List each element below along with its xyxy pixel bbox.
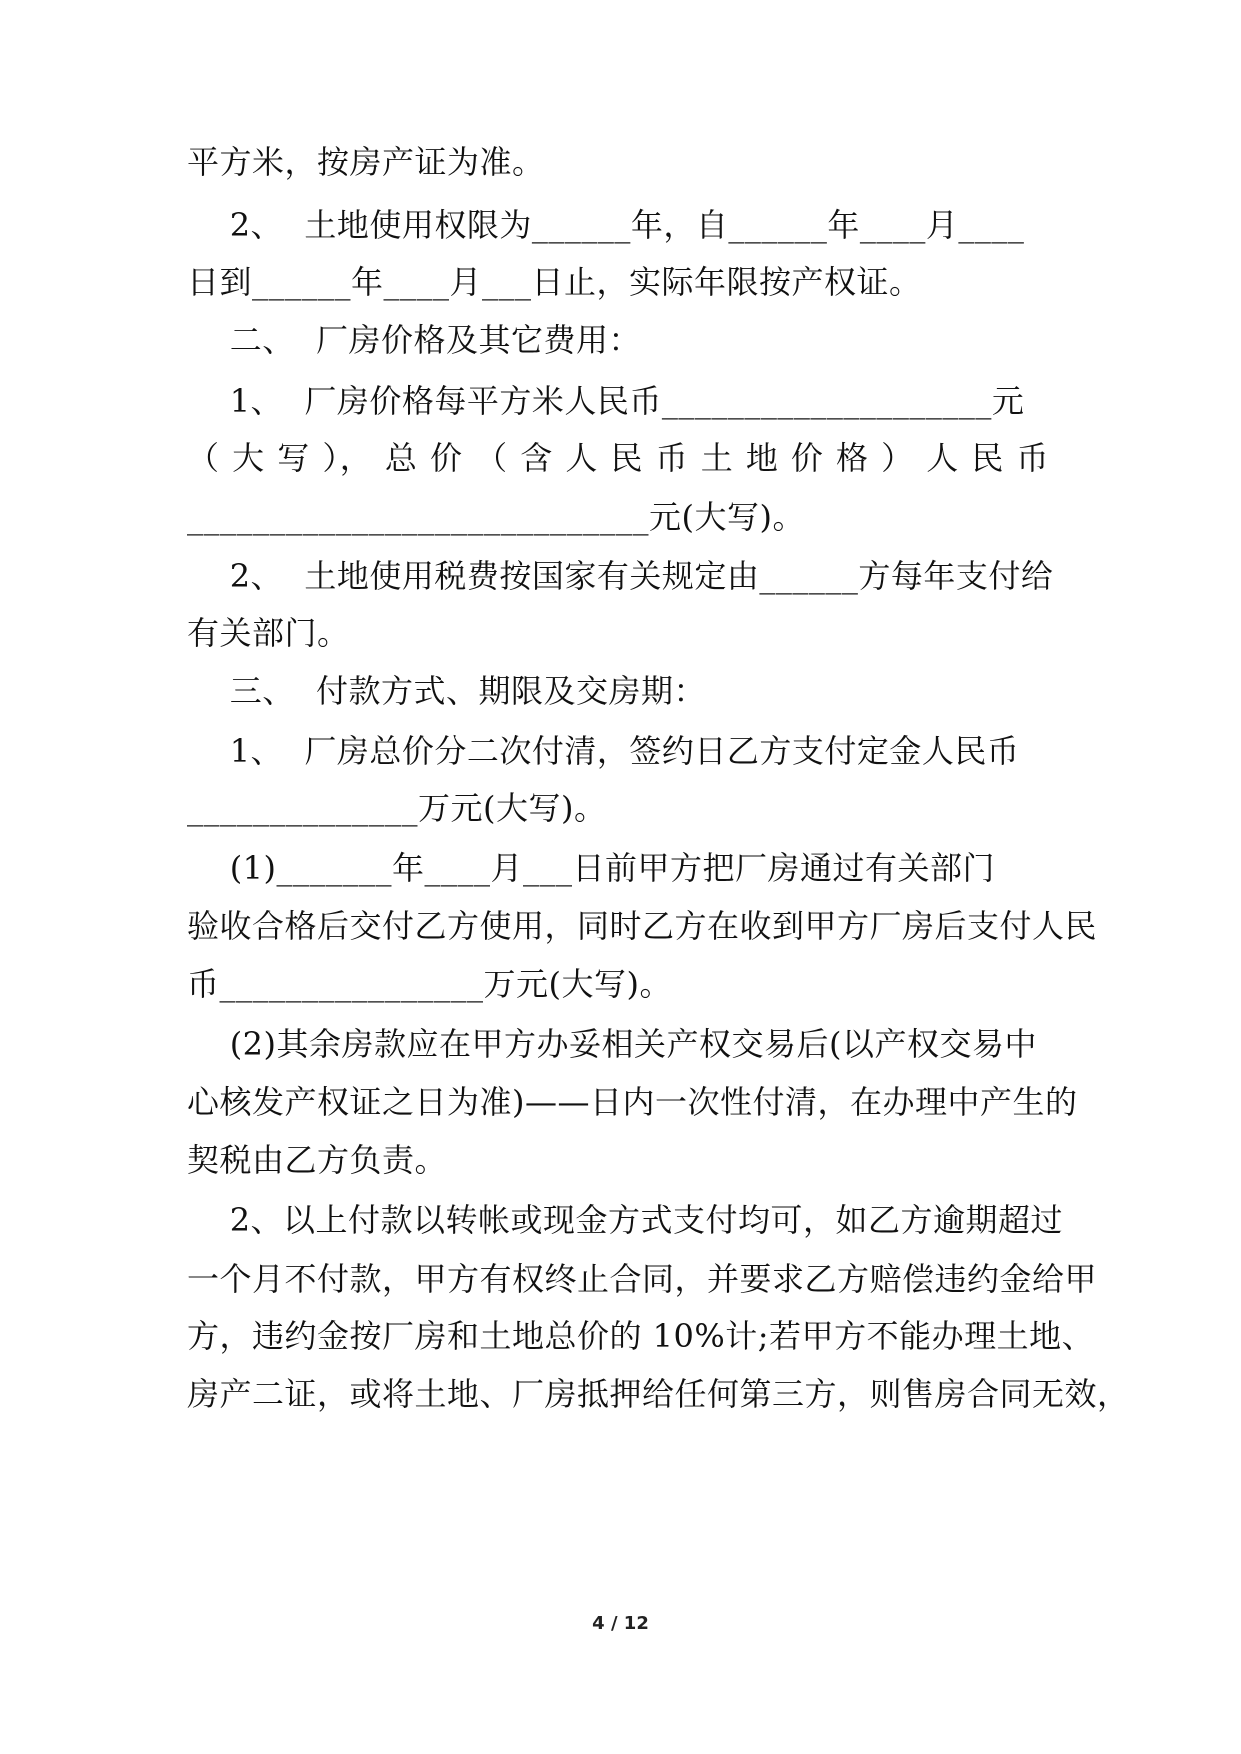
text-line: 房产二证，或将土地、厂房抵押给任何第三方，则售房合同无效，	[187, 1375, 1130, 1413]
text-line: 币________________万元(大写)。	[187, 965, 672, 1003]
text-line: 契税由乙方负责。	[187, 1141, 448, 1179]
text-line: 三、 付款方式、期限及交房期：	[187, 672, 707, 710]
text-line: 方，违约金按厂房和土地总价的 10%计;若甲方不能办理土地、	[187, 1317, 1095, 1355]
text-line: 2、 土地使用权限为______年，自______年____月____	[187, 206, 1025, 244]
page-number: 4 / 12	[592, 1613, 649, 1634]
text-line: 有关部门。	[187, 614, 350, 652]
text-line: 平方米，按房产证为准。	[187, 143, 545, 181]
text-line: （ 大 写 ）， 总 价 （ 含 人 民 币 土 地 价 格 ） 人 民 币	[187, 439, 1049, 477]
text-line: 日到______年____月___日止，实际年限按产权证。	[187, 263, 922, 301]
text-line: 1、 厂房总价分二次付清，签约日乙方支付定金人民币	[187, 732, 1020, 770]
text-line: 二、 厂房价格及其它费用：	[187, 321, 642, 359]
text-line: ______________万元(大写)。	[187, 789, 607, 827]
text-line: 验收合格后交付乙方使用，同时乙方在收到甲方厂房后支付人民	[187, 907, 1098, 945]
text-line: 1、 厂房价格每平方米人民币____________________元	[187, 382, 1025, 420]
text-line: 心核发产权证之日为准)——日内一次性付清，在办理中产生的	[187, 1083, 1078, 1121]
text-line: (1)_______年____月___日前甲方把厂房通过有关部门	[187, 849, 996, 887]
text-line: 一个月不付款，甲方有权终止合同，并要求乙方赔偿违约金给甲	[187, 1260, 1098, 1298]
text-line: ____________________________元(大写)。	[187, 498, 805, 536]
text-line: 2、以上付款以转帐或现金方式支付均可，如乙方逾期超过	[187, 1201, 1064, 1239]
text-line: 2、 土地使用税费按国家有关规定由______方每年支付给	[187, 557, 1054, 595]
text-line: (2)其余房款应在甲方办妥相关产权交易后(以产权交易中	[187, 1025, 1038, 1063]
